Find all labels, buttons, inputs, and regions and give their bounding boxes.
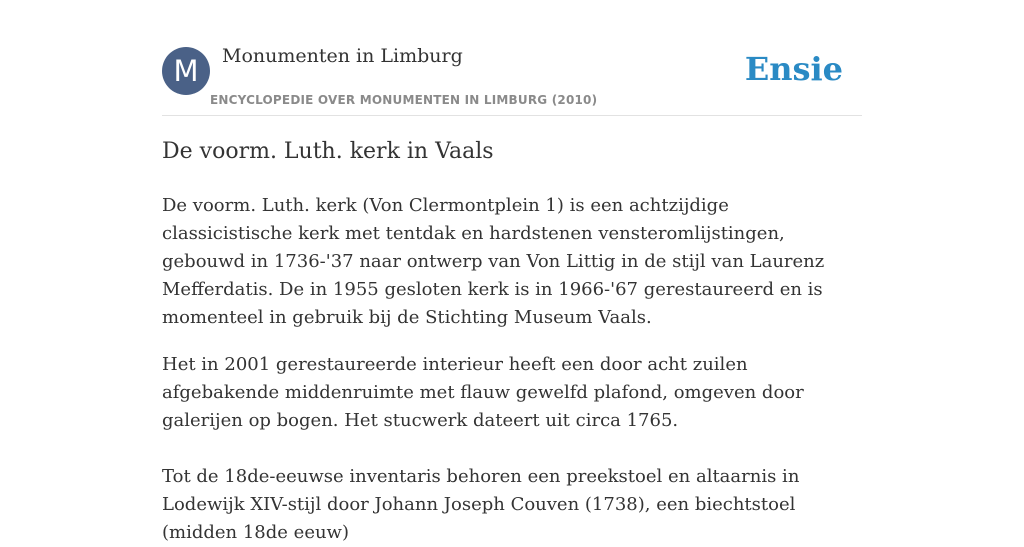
header-divider [162,115,862,116]
article-title: De voorm. Luth. kerk in Vaals [162,139,494,164]
avatar[interactable]: M [162,47,210,95]
brand-logo[interactable]: Ensie [744,50,843,88]
source-subtitle: ENCYCLOPEDIE OVER MONUMENTEN IN LIMBURG (2010) [210,93,598,107]
source-title[interactable]: Monumenten in Limburg [222,45,463,67]
article-paragraph: De voorm. Luth. kerk (Von Clermontplein 1) is een achtzijdige classicistische kerk met tentdak en hardstenen vensteromlijstingen, gebouwd in 1736-'37 naar ontwerp van Von Littig in de stijl van Laurenz Mefferdatis. De in 1955 gesloten kerk is in 1966-'67 gerestaureerd en is momenteel in gebruik bij de Stichting Museum Vaals. [162,195,825,328]
article-paragraph: Tot de 18de-eeuwse inventaris behoren een preekstoel en altaarnis in Lodewijk XIV-stijl door Johann Joseph Couven (1738), een biechtstoel (midden 18de eeuw) [162,466,800,543]
article-paragraph: Het in 2001 gerestaureerde interieur heeft een door acht zuilen afgebakende middenruimte met flauw gewelfd plafond, omgeven door galerijen op bogen. Het stucwerk dateert uit circa 1765. [162,354,804,431]
